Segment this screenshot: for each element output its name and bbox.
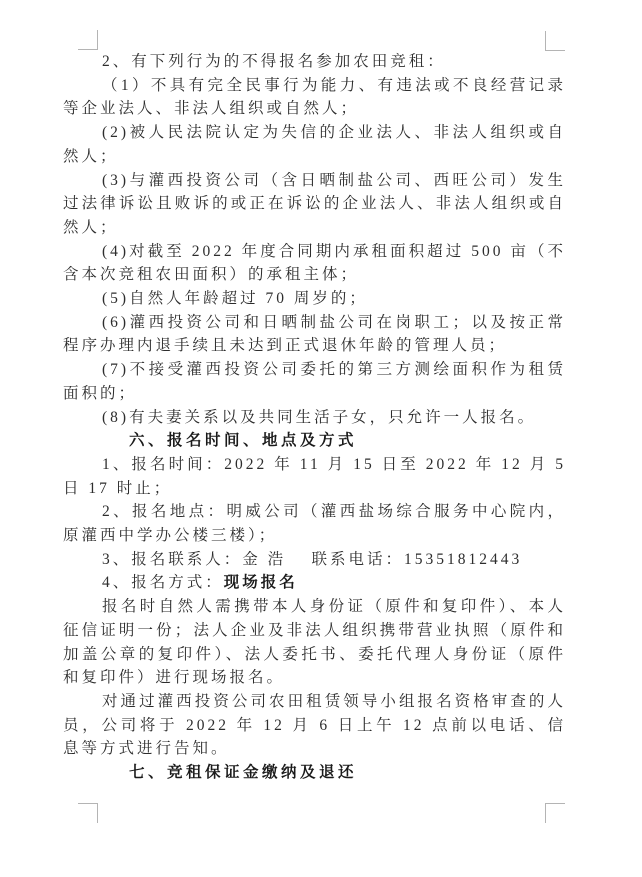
para-required-documents: 报名时自然人需携带本人身份证（原件和复印件）、本人征信证明一份；法人企业及非法人组织携带营业执照（原件和加盖公章的复印件）、法人委托书、委托代理人身份证（原件和复印件）进行现场报名。 [63, 598, 566, 687]
para-restriction-item-5: (5)自然人年龄超过 70 周岁的； [102, 290, 368, 308]
para-restriction-item-4: (4)对截至 2022 年度合同期内承租面积超过 500 亩（不含本次竞租农田面积）的承租主体； [63, 242, 566, 284]
para-restriction-item-2: (2)被人民法院认定为失信的企业法人、非法人组织或自然人； [63, 124, 566, 165]
para-signup-contact: 3、报名联系人：金 浩 联系电话：15351812443 [102, 550, 523, 568]
para-no-signup-intro: 2、有下列行为的不得报名参加农田竞租： [102, 53, 446, 70]
para-restriction-item-1: （1）不具有完全民事行为能力、有违法或不良经营记录等企业法人、非法人组织或自然人； [63, 76, 566, 118]
para-restriction-item-8: (8)有夫妻关系以及共同生活子女，只允许一人报名。 [102, 408, 537, 426]
heading-section-7-deposit: 七、竞租保证金缴纳及退还 [129, 764, 358, 782]
para-restriction-item-6: (6)灌西投资公司和日晒制盐公司在岗职工；以及按正常程序办理内退手续且未达到正式退休年龄的管理人员； [63, 313, 566, 355]
crop-mark-top-right [545, 31, 565, 51]
signup-method-value: 现场报名 [223, 574, 298, 592]
para-signup-method [63, 571, 566, 595]
signup-method-label: 4、报名方式： [102, 574, 224, 592]
heading-section-6-signup-info: 六、报名时间、地点及方式 [129, 432, 358, 450]
crop-mark-bottom-right [545, 803, 565, 823]
crop-mark-top-left [78, 30, 98, 50]
document-body [63, 50, 566, 785]
para-signup-location: 2、报名地点：明威公司（灌西盐场综合服务中心院内，原灌西中学办公楼三楼）； [63, 503, 566, 545]
crop-mark-bottom-left [78, 803, 98, 823]
para-restriction-item-3: (3)与灌西投资公司（含日晒制盐公司、西旺公司）发生过法律诉讼且败诉的或正在诉讼的企业法人、非法人组织或自然人； [63, 171, 566, 236]
para-restriction-item-7: (7)不接受灌西投资公司委托的第三方测绘面积作为租赁面积的； [63, 361, 566, 402]
para-signup-time: 1、报名时间：2022 年 11 月 15 日至 2022 年 12 月 5 日 17 时止； [63, 455, 566, 497]
para-qualification-notice: 对通过灌西投资公司农田租赁领导小组报名资格审查的人员，公司将于 2022 年 12 月 6 日上午 12 点前以电话、信息等方式进行告知。 [63, 692, 566, 758]
